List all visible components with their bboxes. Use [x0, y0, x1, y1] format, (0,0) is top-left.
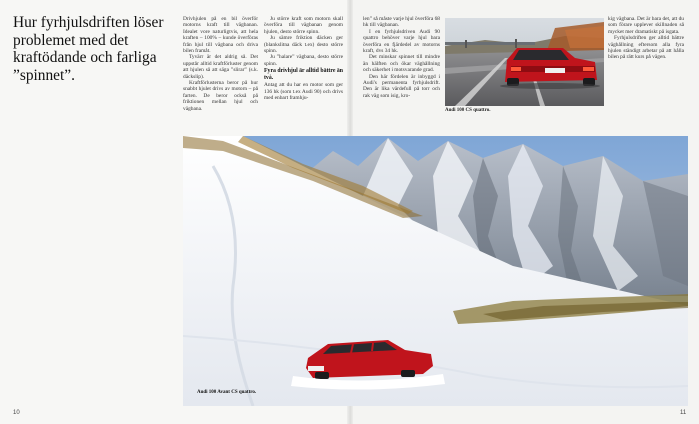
photo-caption-top: Audi 100 CS quattro. — [445, 108, 491, 113]
text-column-1 — [183, 16, 258, 112]
paragraph: Ju sämre friktion däcken ger (blankslitna däck t.ex) desto större spinn. — [264, 35, 343, 55]
snow-mountain-photo — [183, 136, 688, 406]
text-column-2 — [264, 16, 343, 102]
page-number-left: 10 — [13, 410, 20, 416]
paragraph: len” så måste varje hjul överföra 68 hk till vägbanan. — [363, 16, 440, 29]
headline: Hur fyrhjulsdriften löser problemet med det kraftödande och farliga ”spinnet”. — [13, 14, 164, 84]
page-number-right: 11 — [680, 410, 687, 416]
photo-caption-main: Audi 100 Avant CS quattro. — [197, 390, 257, 395]
text-column-3 — [363, 16, 440, 99]
paragraph: Det minskar spinnet till mindre än hälften och ökar väghållning och säkerhet i motsvarande grad. — [363, 54, 440, 74]
subheading: Fyra drivhjul är alltid bättre än två. — [264, 68, 343, 81]
highway-photo-art — [445, 18, 604, 106]
paragraph: Kraftförlusterna beror på hur snabbt hjulet drivs av motorn – på farten. De beror också på friktionen mellan hjul och vägbana. — [183, 80, 258, 112]
snow-mountain-photo-art — [183, 136, 688, 406]
paragraph: Fyrhjulsdriften ger alltid bättre väghållning eftersom alla fyra hjulen ständigt arbetar på att hålla bilen på rätt kurs på vägen. — [608, 35, 684, 61]
paragraph: I en fyrhjulsdriven Audi 90 quattro behöver varje hjul bara överföra en fjärdedel av motorns kraft, dvs 34 hk. — [363, 28, 440, 55]
paragraph: Ju ”halare” vägbana, desto större spinn. — [264, 54, 343, 67]
highway-photo — [445, 18, 604, 106]
paragraph: Drivhjulen på en bil överför motorns kraft till vägbanan. Idealet vore naturligtvis, att hela kraften – 100% – kunde överföras från hjul till vägbana och driva bilen framåt. — [183, 16, 258, 55]
text-column-4 — [608, 16, 684, 61]
paragraph: Den här fördelen är inbyggd i Audi's permanenta fyrhjulsdrift. Den är lika värdefull på torr och rak väg som isig, kro- — [363, 73, 440, 99]
paragraph: Antag att du har en motor som ger 136 hk (som t.ex Audi 90) och drivs med enbart framhju- — [264, 82, 343, 102]
paragraph: Ju större kraft som motorn skall överföra till vägbanan genom hjulen, desto större spinn. — [264, 16, 343, 35]
paragraph: Tyvärr är det aldrig så. Det uppstår alltid kraftförluster genom att hjulen så att säga ”slirar” (s.k. däckslip). — [183, 54, 258, 80]
paragraph: kig vägbana. Det är bara det, att du som förare upplever skillnaden så mycket mer dramatiskt på isgata. — [608, 16, 684, 35]
